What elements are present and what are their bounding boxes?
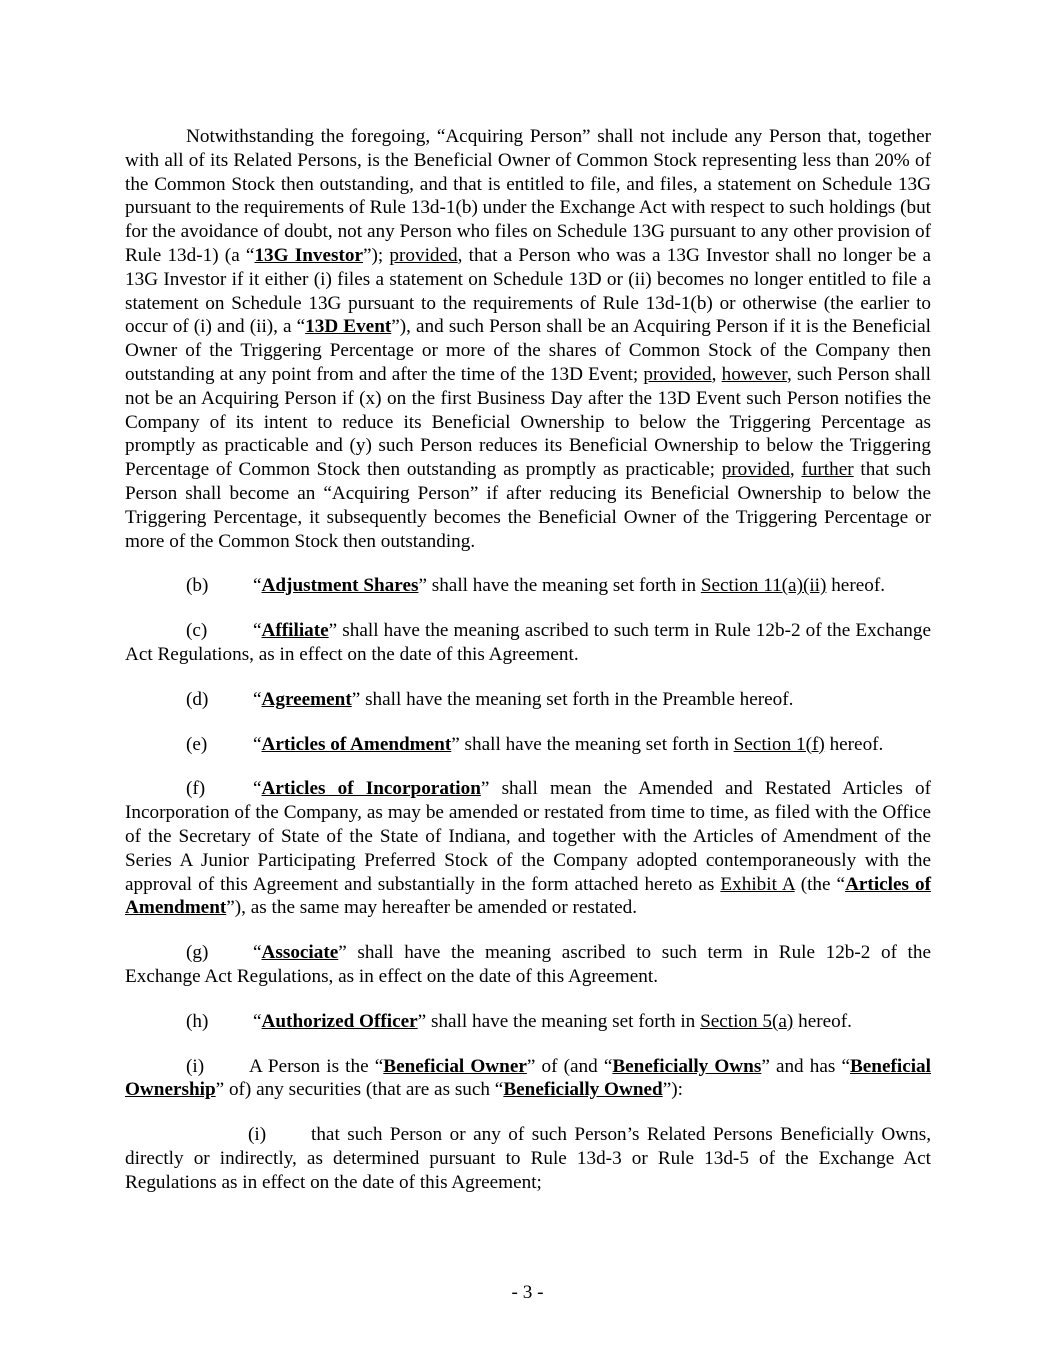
- defined-term: 13D Event: [305, 316, 392, 338]
- definition-f: (f) “Articles of Incorporation” shall mean the Amended and Restated Articles of Incorporation of the Company, as may be amended or restated from time to time, as filed with the Office of the Secretary of State of the State of Indiana, and together with the Articles of Amendment of the Series A Junior Participating Preferred Stock of the Company adopted contemporaneously with the approval of this Agreement and substantially in the form attached hereto as Exhibit A (the “Articles of Amendment”), as the same may hereafter be amended or restated.: [125, 778, 931, 919]
- defined-term: Beneficially Owned: [503, 1079, 663, 1101]
- underlined-word: provided: [389, 244, 458, 266]
- definition-b: (b) “Adjustment Shares” shall have the meaning set forth in Section 11(a)(ii) hereof.: [186, 575, 885, 597]
- item-number: (i): [248, 1124, 267, 1146]
- section-reference: Section 1(f): [733, 733, 825, 755]
- underlined-word: further: [801, 459, 854, 481]
- defined-term: Beneficial Ownership: [125, 1055, 931, 1101]
- exhibit-reference: Exhibit A: [720, 873, 795, 895]
- section-reference: Section 11(a)(ii): [700, 575, 827, 597]
- defined-term: Beneficial Owner: [383, 1055, 527, 1077]
- item-number: (c): [186, 620, 208, 642]
- section-reference: Section 5(a): [700, 1010, 794, 1032]
- item-number: (b): [186, 575, 209, 597]
- underlined-word: provided: [721, 459, 790, 481]
- definition-d: (d) “Agreement” shall have the meaning set forth in the Preamble hereof.: [186, 688, 794, 710]
- defined-term: Beneficially Owns: [612, 1055, 762, 1077]
- intro-paragraph: Notwithstanding the foregoing, “Acquiring Person” shall not include any Person that, together with all of its Related Persons, is the Beneficial Owner of Common Stock representing less than 20% of the Common Stock then outstanding, and that is entitled to file, and files, a statement on Schedule 13G pursuant to the requirements of Rule 13d-1(b) under the Exchange Act with respect to such holdings (but for the avoidance of doubt, not any Person who files on Schedule 13G pursuant to any other provision of Rule 13d-1) (a “13G Investor”); provided, that a Person who was a 13G Investor shall no longer be a 13G Investor if it either (i) files a statement on Schedule 13D or (ii) becomes no longer entitled to file a statement on Schedule 13G pursuant to the requirements of Rule 13d-1(b) or otherwise (the earlier to occur of (i) and (ii), a “13D Event”), and such Person shall be an Acquiring Person if it is the Beneficial Owner of the Triggering Percentage or more of the shares of Common Stock of the Company then outstanding at any point from and after the time of the 13D Event; provided, however, such Person shall not be an Acquiring Person if (x) on the first Business Day after the 13D Event such Person notifies the Company of its intent to reduce its Beneficial Ownership to below the Triggering Percentage as promptly as practicable and (y) such Person reduces its Beneficial Ownership to below the Triggering Percentage of Common Stock then outstanding as promptly as practicable; provided, further that such Person shall become an “Acquiring Person” if after reducing its Beneficial Ownership to below the Triggering Percentage, it subsequently becomes the Beneficial Owner of the Triggering Percentage or more of the Common Stock then outstanding.: [125, 126, 932, 552]
- item-number: (g): [186, 942, 209, 964]
- definition-i: (i) A Person is the “Beneficial Owner” of (and “Beneficially Owns” and has “Beneficial Ownership” of) any securities (that are as such “Beneficially Owned”):: [125, 1055, 931, 1101]
- defined-term: Articles of Amendment: [125, 873, 931, 919]
- document-body: [125, 125, 931, 1194]
- underlined-word: provided: [643, 363, 712, 385]
- definition-i-subclause-i: (i) that such Person or any of such Person’s Related Persons Beneficially Owns, directly or indirectly, as determined pursuant to Rule 13d-3 or Rule 13d-5 of the Exchange Act Regulations as in effect on the date of this Agreement;: [125, 1124, 931, 1193]
- underlined-word: however: [721, 363, 787, 385]
- definition-h: (h) “Authorized Officer” shall have the meaning set forth in Section 5(a) hereof.: [186, 1010, 852, 1032]
- item-number: (d): [186, 688, 209, 710]
- item-number: (h): [186, 1010, 209, 1032]
- item-number: (i): [186, 1055, 205, 1077]
- defined-term: 13G Investor: [254, 244, 363, 266]
- item-number: (e): [186, 733, 208, 755]
- defined-term: Articles of Amendment: [261, 733, 452, 755]
- defined-term: Adjustment Shares: [261, 575, 419, 597]
- defined-term: Affiliate: [261, 620, 329, 642]
- item-number: (f): [186, 778, 206, 800]
- definition-c: (c) “Affiliate” shall have the meaning ascribed to such term in Rule 12b-2 of the Exchange Act Regulations, as in effect on the date of this Agreement.: [125, 620, 931, 665]
- page-number: - 3 -: [511, 1282, 544, 1303]
- definition-g: (g) “Associate” shall have the meaning ascribed to such term in Rule 12b-2 of the Exchange Act Regulations, as in effect on the date of this Agreement.: [125, 942, 931, 987]
- defined-term: Associate: [261, 942, 339, 964]
- definition-e: (e) “Articles of Amendment” shall have the meaning set forth in Section 1(f) hereof.: [186, 733, 884, 755]
- defined-term: Agreement: [261, 688, 352, 710]
- defined-term: Articles of Incorporation: [261, 778, 481, 800]
- defined-term: Authorized Officer: [261, 1010, 418, 1032]
